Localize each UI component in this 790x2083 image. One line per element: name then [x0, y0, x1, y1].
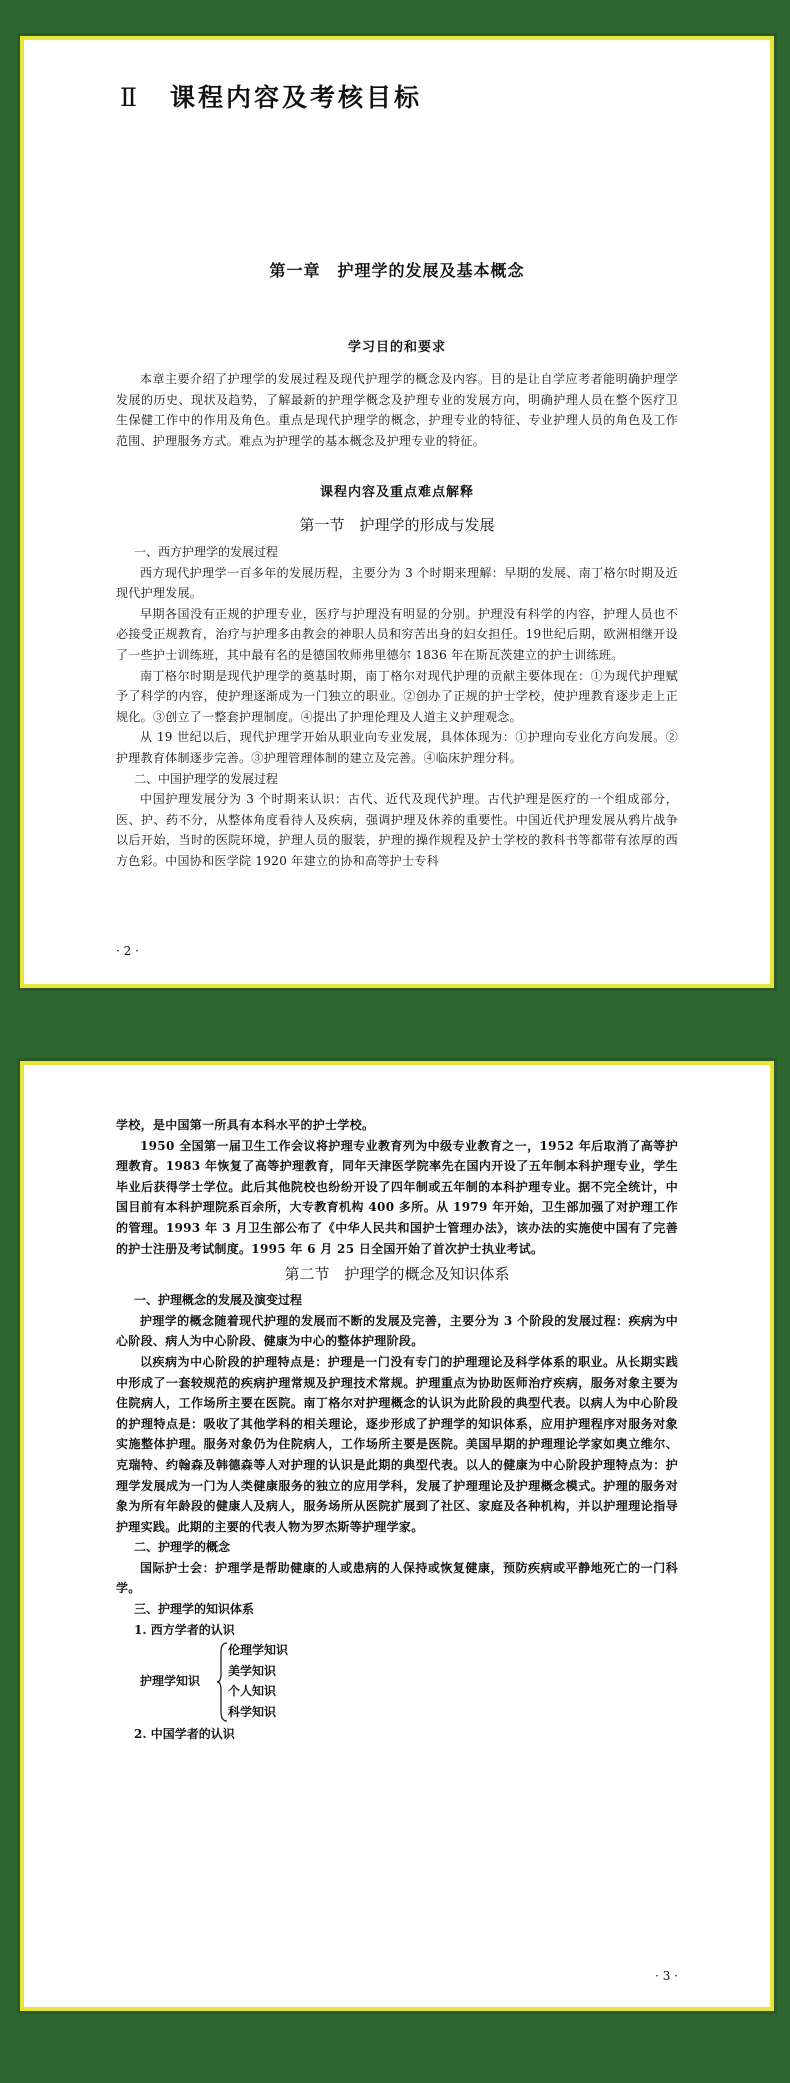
- list-item: 2. 中国学者的认识: [134, 1727, 235, 1742]
- paragraph: 早期各国没有正规的护理专业，医疗与护理没有明显的分别。护理没有科学的内容，护理人员也不必接受正规教育，治疗与护理多由教会的神职人员和穷苦出身的妇女担任。19世纪后期，欧洲相继开设了一些护士训练班，其中最有名的是德国牧师弗里德尔 1836 年在斯瓦茨建立的护士训练班。: [116, 606, 678, 662]
- paragraph: 中国护理发展分为 3 个时期来认识：古代、近代及现代护理。古代护理是医疗的一个组成部分，医、护、药不分，从整体角度看待人及疾病，强调护理及休养的重要性。中国近代护理发展从鸦片战争以后开始，当时的医院环境，护理人员的服装，护理的操作规程及护士学校的教科书等都带有浓厚的西方色彩。中国协和医学院 1920 年建立的协和高等护士专科: [116, 792, 678, 868]
- part-title: 课程内容及考核目标: [170, 83, 423, 112]
- tree-leaf: 个人知识: [228, 1684, 277, 1699]
- subsection-title: 三、护理学的知识体系: [134, 1602, 255, 1617]
- part-number: Ⅱ: [120, 83, 140, 112]
- content-heading: 课程内容及重点难点解释: [319, 485, 474, 500]
- tree-leaf: 美学知识: [228, 1663, 277, 1678]
- section-2-title: 第二节 护理学的概念及知识体系: [284, 1265, 510, 1284]
- subsection-title: 二、中国护理学的发展过程: [134, 771, 279, 786]
- knowledge-tree: [140, 1640, 678, 1724]
- document-page-2: [20, 36, 774, 988]
- paragraph: 南丁格尔时期是现代护理学的奠基时期，南丁格尔对现代护理的贡献主要体现在：①为现代护理赋予了科学的内容，使护理逐渐成为一门独立的职业。②创办了正规的护士学校，使护理教育逐步走上正规化。③创立了一整套护理制度。④提出了护理伦理及人道主义护理观念。: [116, 668, 678, 724]
- subsection-title: 二、护理学的概念: [134, 1540, 231, 1555]
- page-number: · 2 ·: [116, 944, 139, 958]
- objectives-heading: 学习目的和要求: [347, 340, 446, 355]
- document-page-3: [20, 1061, 774, 2011]
- paragraph: 西方现代护理学一百多年的发展历程，主要分为 3 个时期来理解：早期的发展、南丁格尔时期及近现代护理发展。: [116, 565, 678, 601]
- paragraph: 从 19 世纪以后，现代护理学开始从职业向专业发展，具体体现为：①护理向专业化方向发展。②护理教育体制逐步完善。③护理管理体制的建立及完善。④临床护理分科。: [116, 730, 678, 765]
- objectives-paragraph: 本章主要介绍了护理学的发展过程及现代护理学的概念及内容。目的是让自学应考者能明确护理学发展的历史、现状及趋势，了解最新的护理学概念及护理专业的发展方向，明确护理人员在整个医疗卫生保健工作中的作用及角色。重点是现代护理学的概念，护理专业的特征、专业护理人员的角色及工作范围、护理服务方式。难点为护理学的基本概念及护理专业的特征。: [116, 372, 678, 448]
- section-1-title: 第一节 护理学的形成与发展: [299, 516, 495, 534]
- list-item: 1. 西方学者的认识: [134, 1622, 235, 1637]
- paragraph: 学校，是中国第一所具有本科水平的护士学校。: [116, 1118, 375, 1132]
- chapter-title: 第一章 护理学的发展及基本概念: [269, 261, 525, 280]
- paragraph: 以疾病为中心阶段的护理特点是：护理是一门没有专门的护理理论及科学体系的职业。从长期实践中形成了一套较规范的疾病护理常规及护理技术常规。护理重点为协助医师治疗疾病，服务对象主要为住院病人，工作场所主要在医院。南丁格尔对护理概念的认识为此阶段的典型代表。以病人为中心阶段的护理特点是：吸收了其他学科的相关理论，逐步形成了护理学的知识体系，应用护理程序对服务对象实施整体护理。服务对象仍为住院病人，工作场所主要是医院。美国早期的护理理论学家如奥立维尔、克瑞特、约翰森及韩德森等人对护理的认识是此期的典型代表。以人的健康为中心阶段护理特点为：护理学发展成为一门为人类健康服务的独立的应用学科，发展了护理理论及护理概念模式。护理的服务对象为所有年龄段的健康人及病人，服务场所从医院扩展到了社区、家庭及各种机构，并以护理理论指导护理实践。此期的主要的代表人物为罗杰斯等护理学家。: [116, 1354, 678, 1534]
- tree-leaf: 伦理学知识: [228, 1643, 289, 1658]
- part-heading: [120, 78, 422, 114]
- subsection-title: 一、护理概念的发展及演变过程: [134, 1293, 303, 1308]
- tree-leaf: 科学知识: [228, 1705, 277, 1720]
- tree-root: 护理学知识: [140, 1674, 201, 1689]
- paragraph: 护理学的概念随着现代护理的发展而不断的发展及完善，主要分为 3 个阶段的发展过程：疾病为中心阶段、病人为中心阶段、健康为中心的整体护理阶段。: [116, 1313, 678, 1349]
- page-number: · 3 ·: [655, 1969, 678, 1983]
- paragraph: 国际护士会：护理学是帮助健康的人或患病的人保持或恢复健康，预防疾病或平静地死亡的一门科学。: [116, 1560, 678, 1596]
- paragraph: 1950 全国第一届卫生工作会议将护理专业教育列为中级专业教育之一，1952 年后取消了高等护理教育。1983 年恢复了高等护理教育，同年天津医学院率先在国内开设了五年制本科护理专业，学生毕业后获得学士学位。此后其他院校也纷纷开设了四年制或五年制的本科护理专业。据不完全统计，中国目前有本科护理院系百余所，大专教育机构 400 多所。从 1979 年开始，卫生部加强了对护理工作的管理。1993 年 3 月卫生部公布了《中华人民共和国护士管理办法》，该办法的实施使中国有了完善的护士注册及考试制度。1995 年 6 月 25 日全国开始了首次护士执业考试。: [116, 1138, 678, 1256]
- subsection-title: 一、西方护理学的发展过程: [134, 545, 279, 559]
- brace-icon: [216, 1642, 228, 1722]
